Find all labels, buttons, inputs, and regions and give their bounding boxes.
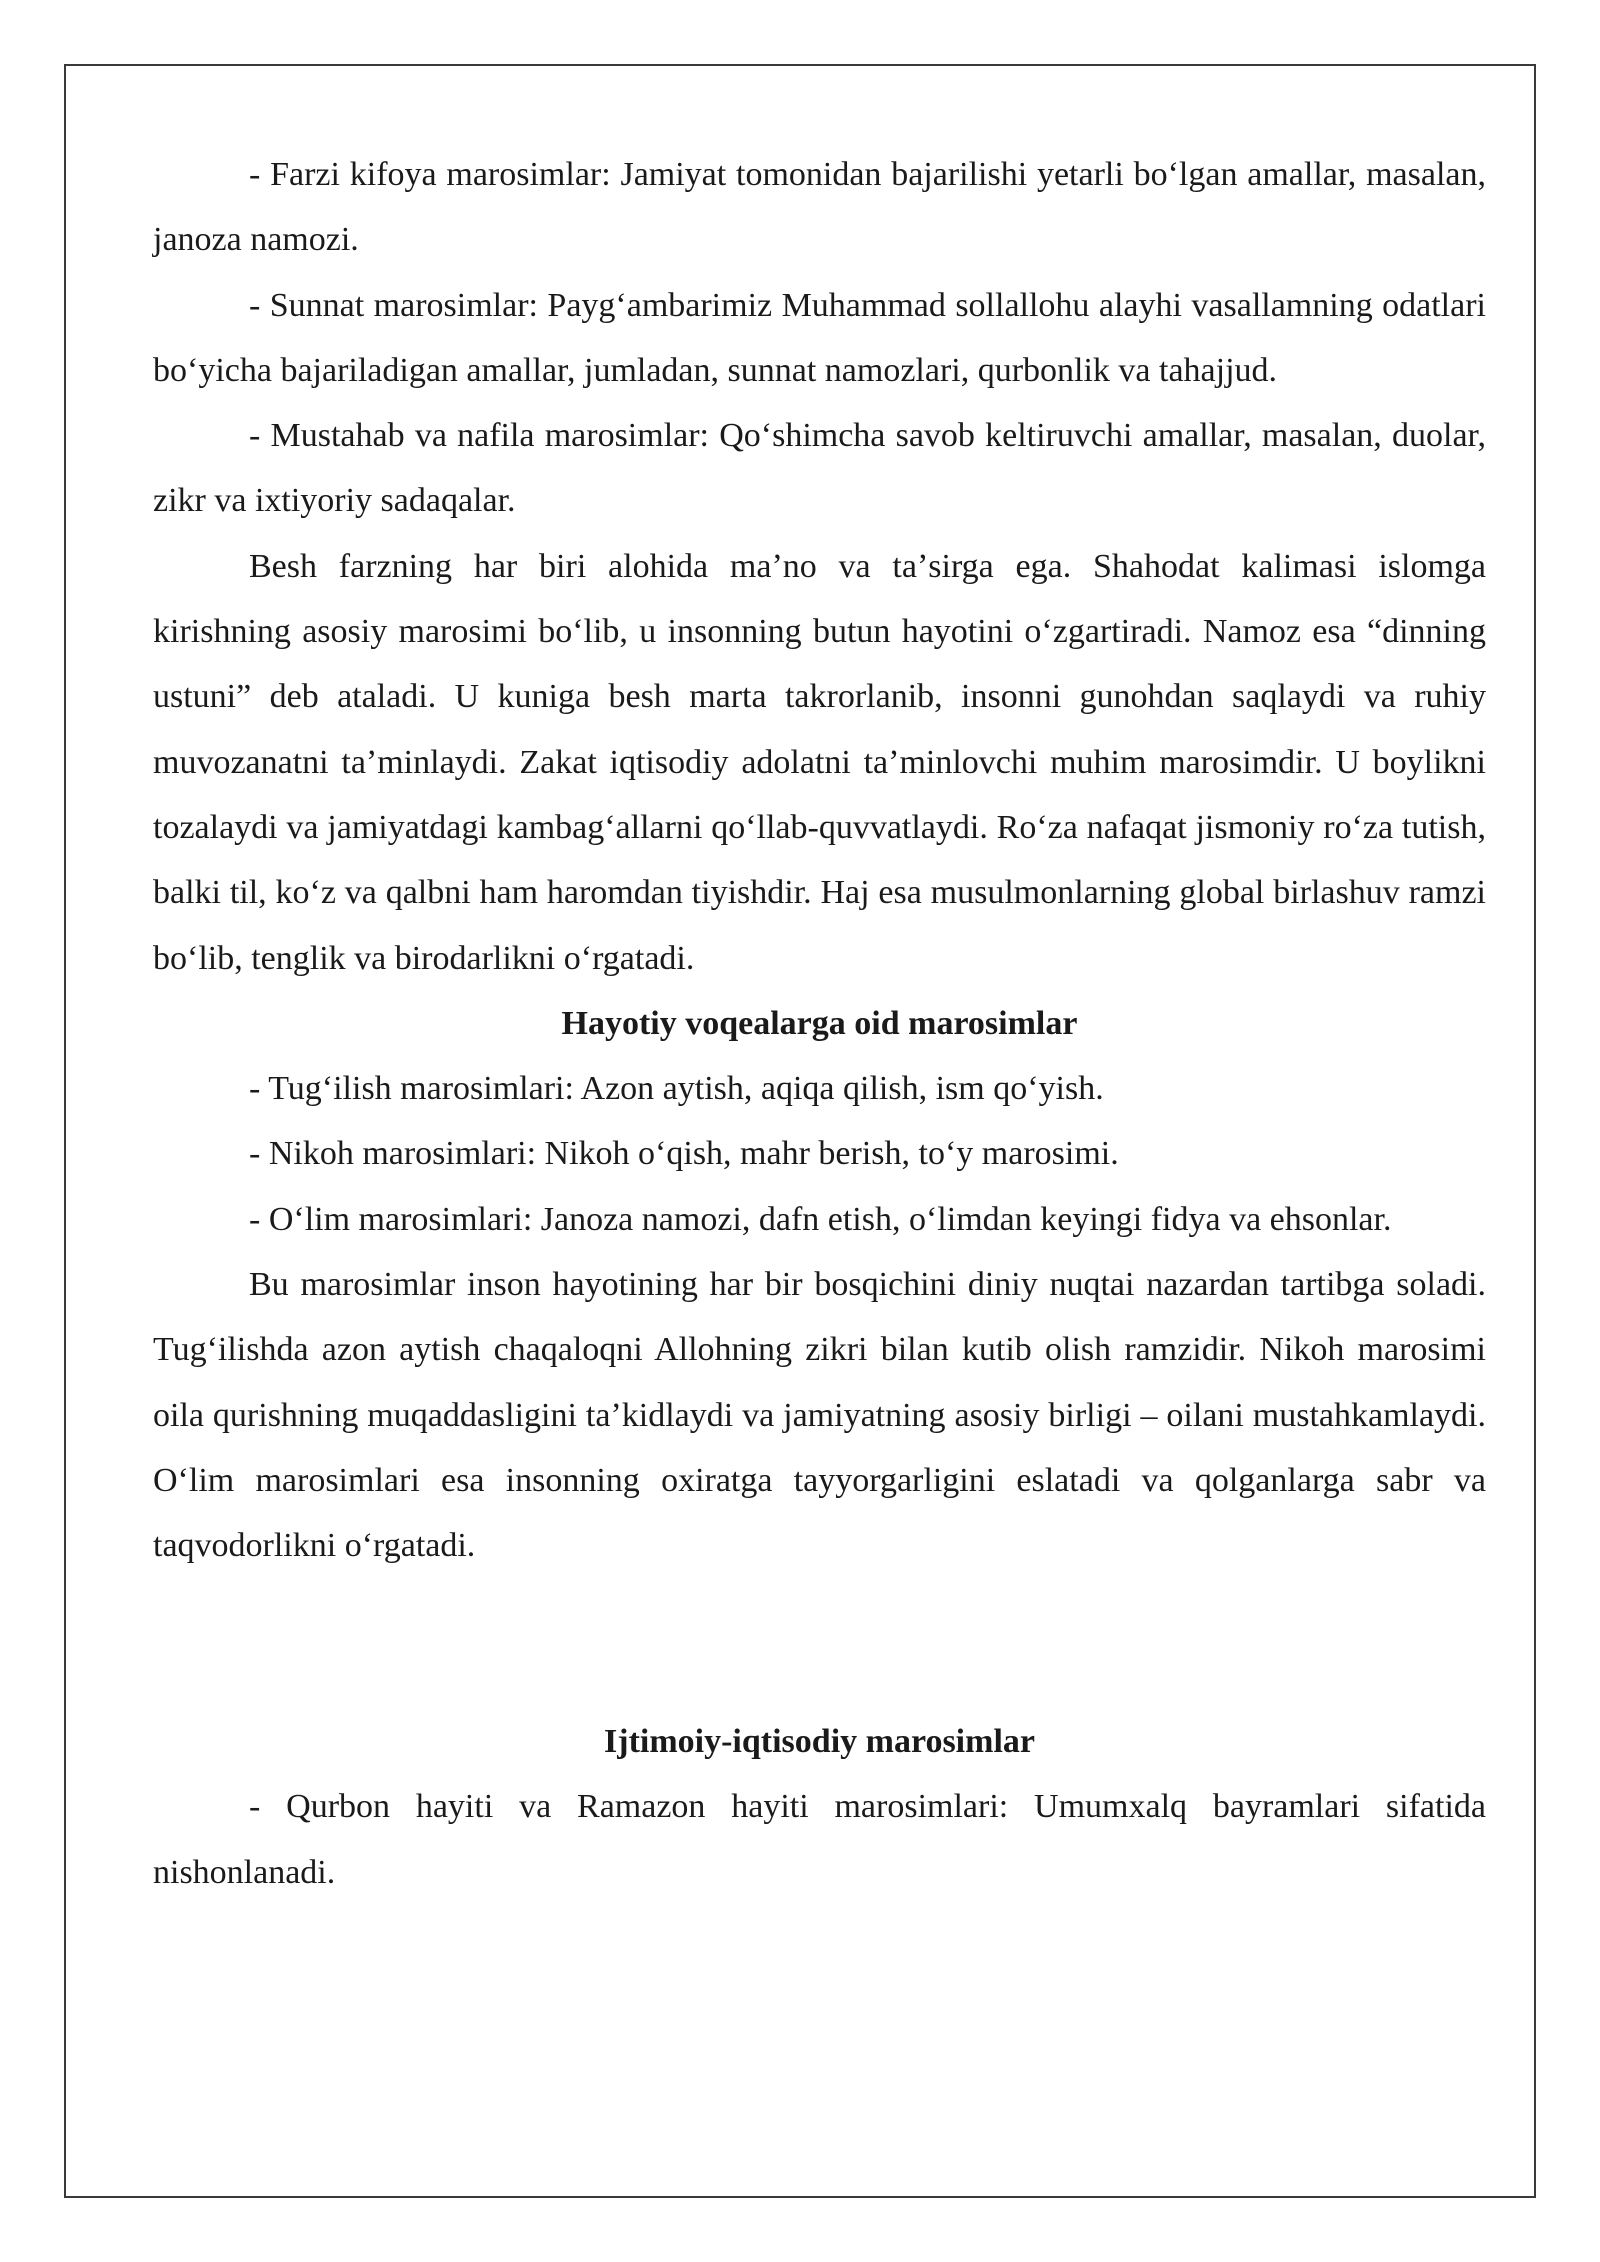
document-body [153, 142, 1486, 1905]
paragraph-besh-farz: Besh farzning har biri alohida maʼno va taʼsirga ega. Shahodat kalimasi islomga kirishning asosiy marosimi boʻlib, u insonning butun hayotini oʻzgartiradi. Namoz esa “dinning ustuni” deb ataladi. U kuniga besh marta takrorlanib, insonni gunohdan saqlaydi va ruhiy muvozanatni taʼminlaydi. Zakat iqtisodiy adolatni taʼminlovchi muhim marosimdir. U boylikni tozalaydi va jamiyatdagi kambagʻallarni qoʻllab-quvvatlaydi. Roʻza nafaqat jismoniy roʻza tutish, balki til, koʻz va qalbni ham haromdan tiyishdir. Haj esa musulmonlarning global birlashuv ramzi boʻlib, tenglik va birodarlikni oʻrgatadi. [153, 547, 1486, 977]
paragraph-sunnat: - Sunnat marosimlar: Paygʻambarimiz Muhammad sollallohu alayhi vasallamning odatlari boʻyicha bajariladigan amallar, jumladan, sunnat namozlari, qurbonlik va tahajjud. [153, 286, 1486, 389]
heading-socio-economic: Ijtimoiy-iqtisodiy marosimlar [604, 1723, 1035, 1761]
paragraph-farzi-kifoya: - Farzi kifoya marosimlar: Jamiyat tomonidan bajarilishi yetarli boʻlgan amallar, masalan, janoza namozi. [153, 156, 1486, 259]
blank-lines [153, 1579, 1486, 1710]
paragraph-mustahab: - Mustahab va nafila marosimlar: Qoʻshimcha savob keltiruvchi amallar, masalan, duolar, zikr va ixtiyoriy sadaqalar. [153, 417, 1486, 520]
heading-life-events: Hayotiy voqealarga oid marosimlar [561, 1004, 1078, 1042]
paragraph-life-summary: Bu marosimlar inson hayotining har bir bosqichini diniy nuqtai nazardan tartibga soladi. Tugʻilishda azon aytish chaqaloqni Allohning zikri bilan kutib olish ramzidir. Nikoh marosimi oila qurishning muqaddasligini taʼkidlaydi va jamiyatning asosiy birligi – oilani mustahkamlaydi. Oʻlim marosimlari esa insonning oxiratga tayyorgarligini eslatadi va qolganlarga sabr va taqvodorlikni oʻrgatadi. [153, 1266, 1486, 1565]
paragraph-hayit: - Qurbon hayiti va Ramazon hayiti marosimlari: Umumxalq bayramlari sifatida nishonlanadi. [153, 1788, 1486, 1891]
paragraph-tugilish: - Tugʻilish marosimlari: Azon aytish, aqiqa qilish, ism qoʻyish. [249, 1070, 1104, 1108]
paragraph-olim: - Oʻlim marosimlari: Janoza namozi, dafn etish, oʻlimdan keyingi fidya va ehsonlar. [249, 1200, 1392, 1238]
paragraph-nikoh: - Nikoh marosimlari: Nikoh oʻqish, mahr berish, toʻy marosimi. [249, 1135, 1119, 1173]
